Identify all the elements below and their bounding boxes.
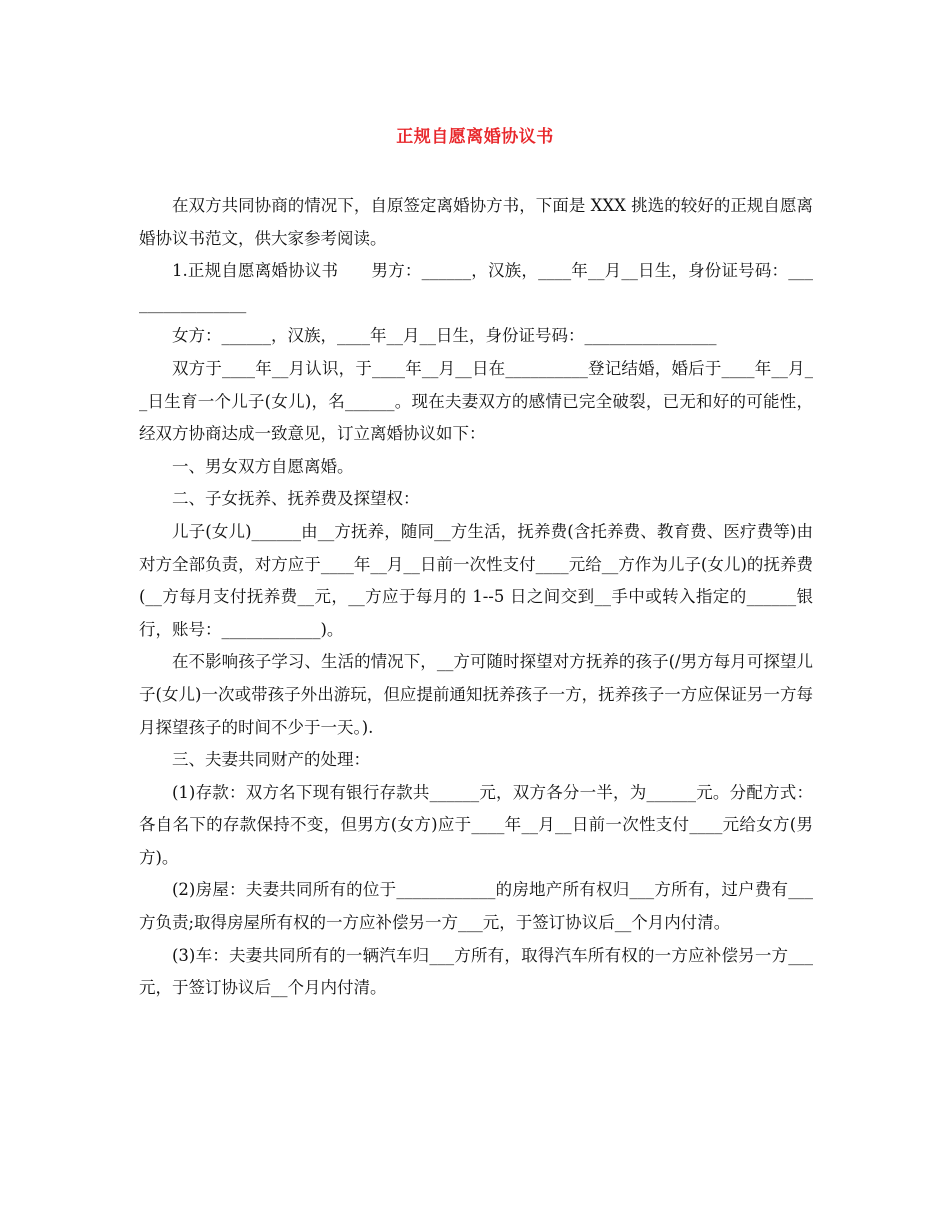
husband-info-paragraph: 1.正规自愿离婚协议书 男方：______，汉族，____年__月__日生，身份证号码：________________ <box>139 261 813 313</box>
wife-info-paragraph: 女方：______，汉族，____年__月__日生，身份证号码：________________ <box>172 326 717 346</box>
child-support-paragraph: 儿子(女儿)______由__方抚养，随同__方生活，抚养费(含托养费、教育费、医疗费等)由对方全部负责，对方应于____年__月__日前一次性支付____元给__方作为儿子(女儿)的抚养费(__方每月支付抚养费__元，__方应于每月的 1--5 日之间交到__手中或转入指定的______银行，账号：____________)。 <box>139 521 813 639</box>
visitation-paragraph: 在不影响孩子学习、生活的情况下，__方可随时探望对方抚养的孩子(/男方每月可探望儿子(女儿)一次或带孩子外出游玩，但应提前通知抚养孩子一方，抚养孩子一方应保证另一方每月探望孩子的时间不少于一天。). <box>139 652 813 737</box>
intro-paragraph: 在双方共同协商的情况下，自原签定离婚协方书，下面是 XXX 挑选的较好的正规自愿离婚协议书范文，供大家参考阅读。 <box>139 196 813 248</box>
marriage-info-paragraph: 双方于____年__月认识，于____年__月__日在__________登记结婚，婚后于____年__月__日生育一个儿子(女儿)，名______。现在夫妻双方的感情已完全破裂，已无和好的可能性，经双方协商达成一致意见，订立离婚协议如下： <box>139 358 813 444</box>
document-body <box>139 190 813 1005</box>
clause-1-heading: 一、男女双方自愿离婚。 <box>172 456 354 476</box>
house-paragraph: (2)房屋：夫妻共同所有的位于____________的房地产所有权归___方所有，过户费有___方负责;取得房屋所有权的一方应补偿另一方___元，于签订协议后__个月内付清。 <box>139 880 813 933</box>
document-title: 正规自愿离婚协议书 <box>396 127 554 147</box>
savings-paragraph: (1)存款：双方名下现有银行存款共______元，双方各分一半，为______元。分配方式：各自名下的存款保持不变，但男方(女方)应于____年__月__日前一次性支付____元给女方(男方)。 <box>139 782 813 867</box>
car-paragraph: (3)车：夫妻共同所有的一辆汽车归___方所有，取得汽车所有权的一方应补偿另一方___元，于签订协议后__个月内付清。 <box>139 945 813 998</box>
clause-3-heading: 三、夫妻共同财产的处理： <box>172 750 370 770</box>
clause-2-heading: 二、子女抚养、抚养费及探望权： <box>172 489 420 509</box>
